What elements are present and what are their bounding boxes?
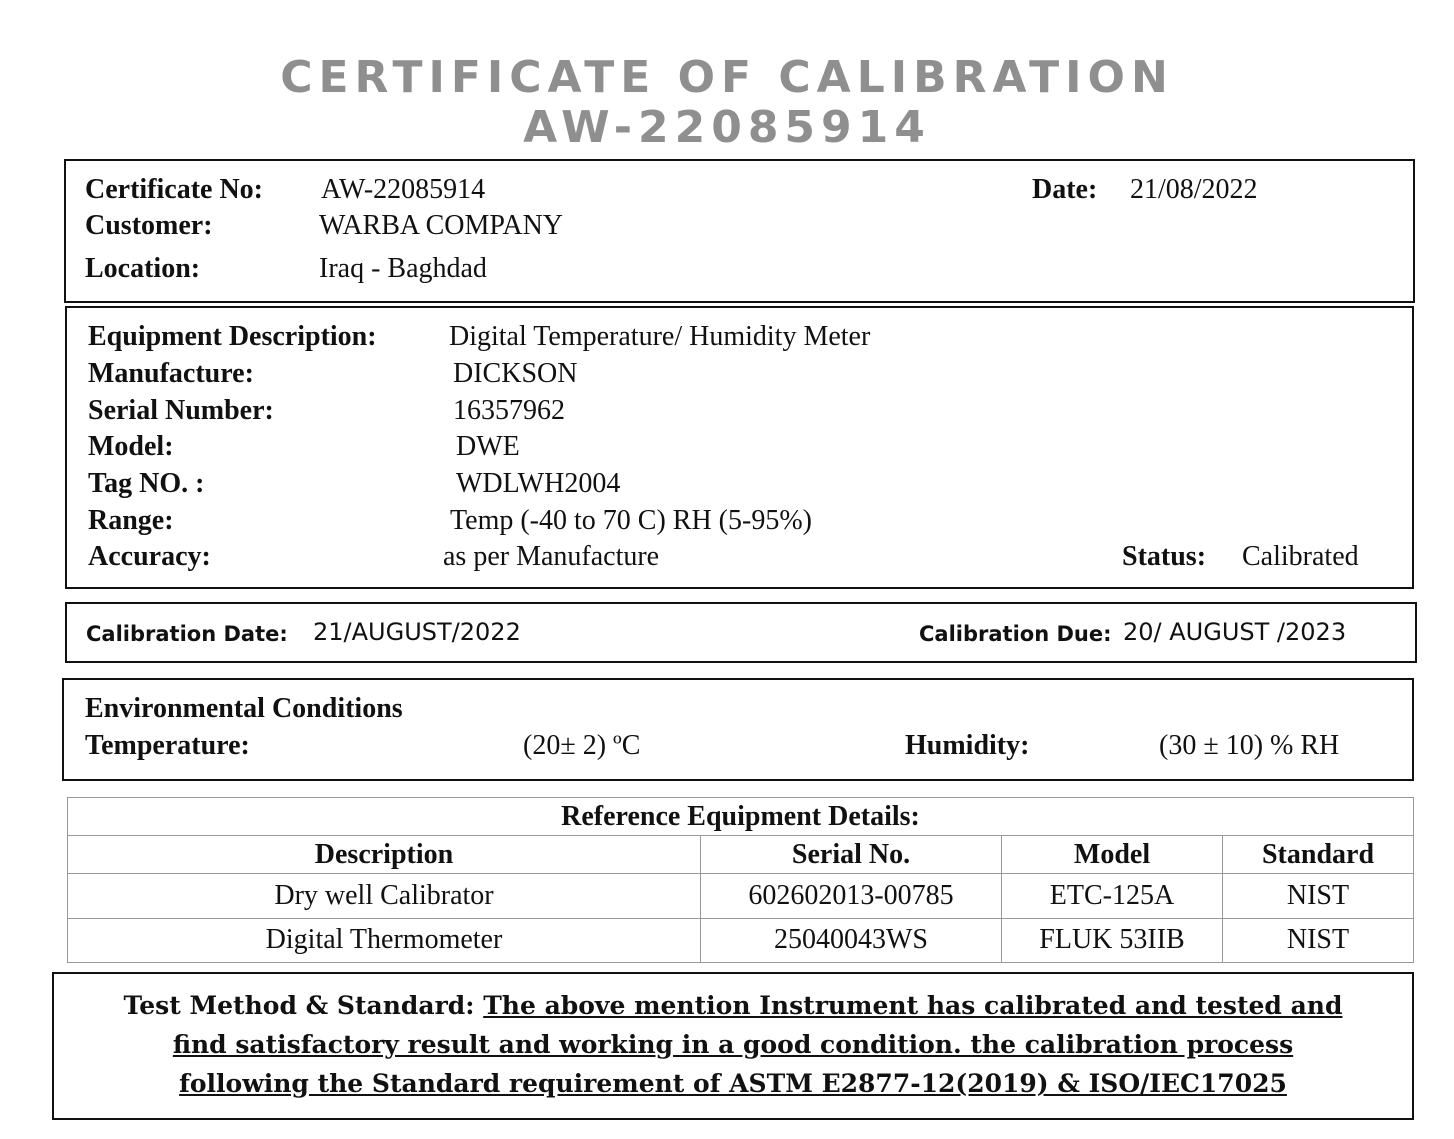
temperature-value: (20± 2) ºC — [523, 730, 641, 761]
certificate-number-title: AW-22085914 — [523, 102, 931, 153]
serial-number-label: Serial Number: — [88, 395, 274, 426]
range-label: Range: — [88, 505, 174, 536]
table-cell: Dry well Calibrator — [68, 874, 701, 918]
date-label: Date: — [1032, 174, 1098, 205]
column-header: Model — [1002, 836, 1223, 874]
column-header: Description — [68, 836, 701, 874]
table-cell: NIST — [1223, 874, 1414, 918]
model-label: Model: — [88, 431, 174, 462]
table-cell: NIST — [1223, 918, 1414, 962]
equipment-description-value: Digital Temperature/ Humidity Meter — [449, 321, 871, 352]
accuracy-value: as per Manufacture — [443, 541, 660, 572]
accuracy-label: Accuracy: — [88, 541, 211, 572]
equipment-box — [65, 306, 1414, 589]
calibration-due-label: Calibration Due: — [919, 622, 1112, 646]
status-label: Status: — [1122, 541, 1207, 572]
equipment-description-label: Equipment Description: — [88, 321, 377, 352]
certificate-no-value: AW-22085914 — [321, 174, 486, 205]
temperature-label: Temperature: — [85, 730, 250, 761]
test-method-box — [52, 972, 1414, 1120]
manufacture-label: Manufacture: — [88, 358, 254, 389]
range-value: Temp (-40 to 70 C) RH (5-95%) — [450, 505, 812, 536]
date-value: 21/08/2022 — [1130, 174, 1258, 205]
customer-info-box — [64, 159, 1415, 303]
table-cell: Digital Thermometer — [68, 918, 701, 962]
certificate-title: CERTIFICATE OF CALIBRATION — [280, 52, 1174, 103]
manufacture-value: DICKSON — [453, 358, 578, 389]
column-header: Serial No. — [701, 836, 1002, 874]
method-text-1: The above mention Instrument has calibrated and tested and — [483, 991, 1343, 1020]
column-header: Standard — [1223, 836, 1414, 874]
method-line-1 — [54, 986, 1412, 1025]
table-cell: 602602013-00785 — [701, 874, 1002, 918]
location-value: Iraq - Baghdad — [319, 253, 487, 284]
calibration-dates-box — [65, 602, 1417, 663]
humidity-label: Humidity: — [905, 730, 1030, 761]
reference-table-title: Reference Equipment Details: — [68, 798, 1414, 836]
calibration-date-label: Calibration Date: — [86, 622, 288, 646]
serial-number-value: 16357962 — [453, 395, 565, 426]
tag-value: WDLWH2004 — [456, 468, 621, 499]
table-row — [68, 918, 1414, 962]
table-cell: FLUK 53IIB — [1002, 918, 1223, 962]
model-value: DWE — [456, 431, 520, 462]
calibration-date-value: 21/AUGUST/2022 — [313, 618, 521, 646]
table-row — [68, 874, 1414, 918]
reference-equipment-table — [67, 797, 1414, 963]
environmental-heading: Environmental Conditions — [85, 693, 403, 724]
environmental-conditions-box — [62, 678, 1414, 781]
certificate-no-label: Certificate No: — [85, 174, 264, 205]
table-cell: ETC-125A — [1002, 874, 1223, 918]
humidity-value: (30 ± 10) % RH — [1159, 730, 1340, 761]
customer-label: Customer: — [85, 210, 213, 241]
location-label: Location: — [85, 253, 201, 284]
calibration-due-value: 20/ AUGUST /2023 — [1123, 618, 1347, 646]
method-text-2: find satisfactory result and working in a good condition. the calibration process — [172, 1030, 1294, 1059]
customer-value: WARBA COMPANY — [319, 210, 564, 241]
method-label: Test Method & Standard: — [123, 991, 475, 1020]
status-value: Calibrated — [1242, 541, 1359, 572]
tag-label: Tag NO. : — [88, 468, 205, 499]
method-text-3: following the Standard requirement of ASTM E2877-12(2019) & ISO/IEC17025 — [179, 1069, 1287, 1098]
table-cell: 25040043WS — [701, 918, 1002, 962]
